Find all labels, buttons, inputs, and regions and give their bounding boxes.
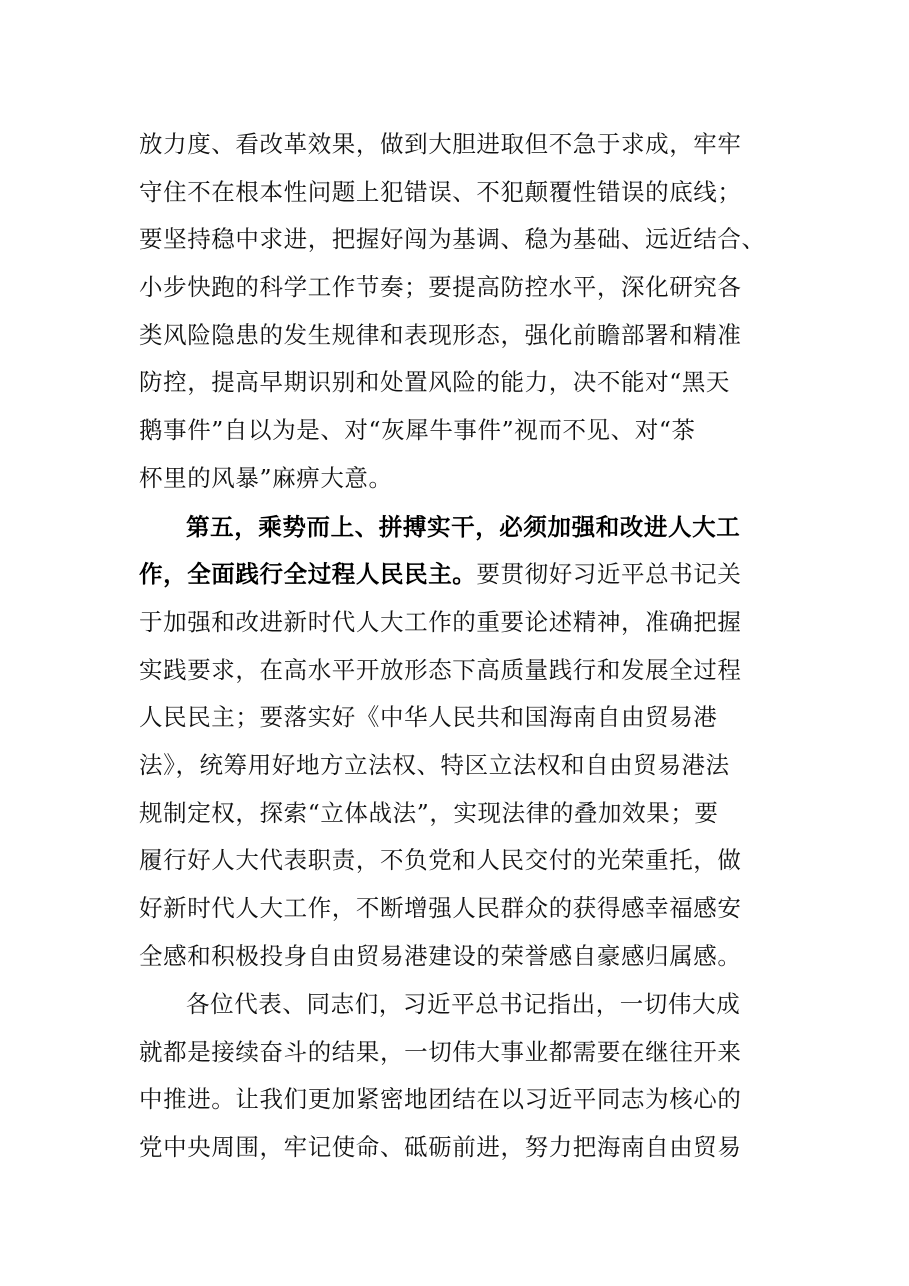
section-heading-text: 作，全面践行全过程人民民主。 (139, 560, 477, 588)
paragraph-line: 人民民主；要落实好《中华人民共和国海南自由贸易港 (139, 703, 718, 731)
paragraph-line: 全感和积极投身自由贸易港建设的荣誉感自豪感归属感。 (139, 942, 742, 970)
paragraph-line: 党中央周围，牢记使命、砥砺前进，努力把海南自由贸易 (139, 1133, 742, 1161)
paragraph-line: 规制定权，探索“立体战法”，实现法律的叠加效果；要 (139, 799, 719, 827)
section-heading-line: 第五，乘势而上、拼搏实干，必须加强和改进人大工 (186, 513, 741, 541)
paragraph-line: 于加强和改进新时代人大工作的重要论述精神，准确把握 (139, 608, 742, 636)
paragraph-line: 好新时代人大工作，不断增强人民群众的获得感幸福感安 (139, 894, 742, 922)
paragraph-text: 要贯彻好习近平总书记关 (476, 560, 742, 588)
paragraph-line: 放力度、看改革效果，做到大胆进取但不急于求成，牢牢 (139, 130, 742, 158)
paragraph-line: 中推进。让我们更加紧密地团结在以习近平同志为核心的 (139, 1085, 742, 1113)
paragraph-line: 杯里的风暴”麻痹大意。 (139, 464, 393, 492)
paragraph-line: 各位代表、同志们，习近平总书记指出，一切伟大成 (186, 990, 741, 1018)
paragraph-line: 要坚持稳中求进，把握好闯为基调、稳为基础、远近结合、 (139, 225, 766, 253)
paragraph-line: 类风险隐患的发生规律和表现形态，强化前瞻部署和精准 (139, 321, 742, 349)
paragraph-line: 守住不在根本性问题上犯错误、不犯颠覆性错误的底线； (139, 178, 742, 206)
paragraph-line: 防控，提高早期识别和处置风险的能力，决不能对“黑天 (139, 368, 731, 396)
paragraph-line: 小步快跑的科学工作节奏；要提高防控水平，深化研究各 (139, 273, 742, 301)
paragraph-line: 就都是接续奋斗的结果，一切伟大事业都需要在继往开来 (139, 1038, 742, 1066)
paragraph-line: 鹅事件”自以为是、对“灰犀牛事件”视而不见、对“茶 (139, 416, 696, 444)
section-heading-mixed-line (139, 550, 779, 598)
paragraph-line: 实践要求，在高水平开放形态下高质量践行和发展全过程 (139, 656, 742, 684)
paragraph-line: 履行好人大代表职责，不负党和人民交付的光荣重托，做 (139, 846, 742, 874)
paragraph-line: 法》，统筹用好地方立法权、特区立法权和自由贸易港法 (139, 751, 730, 779)
